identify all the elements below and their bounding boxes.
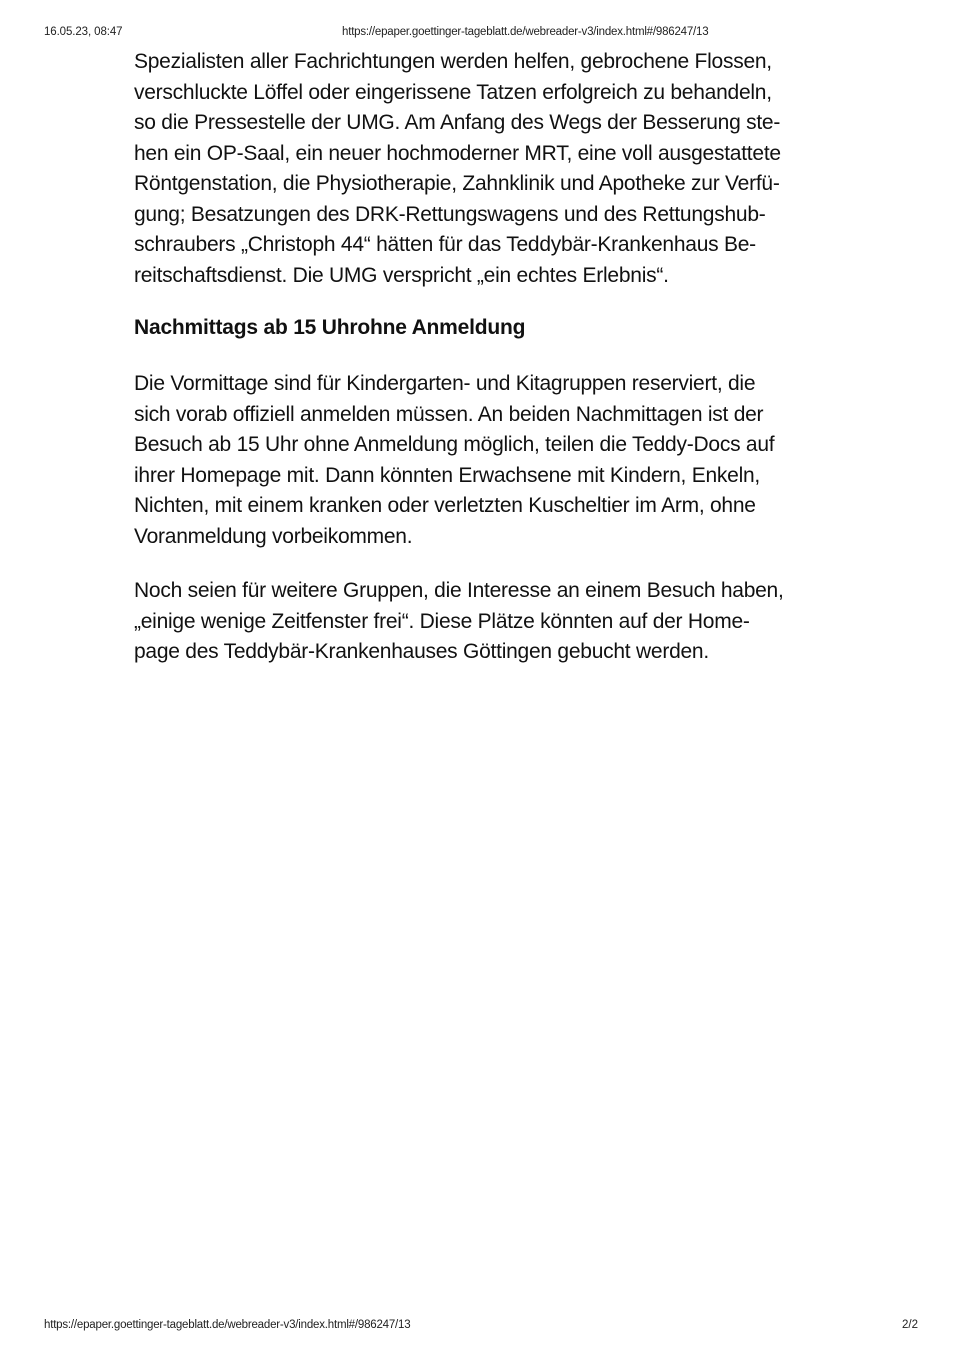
paragraph-line: so die Pressestelle der UMG. Am Anfang des Wegs der Besserung ste- — [134, 111, 781, 134]
print-header-url: https://epaper.goettinger-tageblatt.de/webreader-v3/index.html#/986247/13 — [342, 26, 709, 38]
paragraph-line: page des Teddybär-Krankenhauses Göttingen gebucht werden. — [134, 640, 709, 663]
paragraph-line: Die Vormittage sind für Kindergarten- und Kitagruppen reserviert, die — [134, 372, 756, 395]
paragraph-line: Voranmeldung vorbeikommen. — [134, 524, 413, 548]
paragraph-line: „einige wenige Zeitfenster frei“. Diese Plätze könnten auf der Home- — [134, 609, 750, 633]
print-header-datetime: 16.05.23, 08:47 — [44, 26, 123, 38]
paragraph-line: Nichten, mit einem kranken oder verletzten Kuscheltier im Arm, ohne — [134, 494, 756, 517]
article-paragraph-3 — [134, 576, 834, 668]
paragraph-line: Besuch ab 15 Uhr ohne Anmeldung möglich, teilen die Teddy-Docs auf — [134, 433, 775, 456]
print-footer-page-number: 2/2 — [902, 1319, 918, 1331]
paragraph-line: Spezialisten aller Fachrichtungen werden helfen, gebrochene Flossen, — [134, 50, 772, 73]
paragraph-line: ihrer Homepage mit. Dann könnten Erwachsene mit Kindern, Enkeln, — [134, 463, 760, 487]
article-paragraph-1 — [134, 47, 834, 291]
paragraph-line: Röntgenstation, die Physiotherapie, Zahnklinik und Apotheke zur Verfü- — [134, 172, 780, 195]
paragraph-line: hen ein OP-Saal, ein neuer hochmoderner MRT, eine voll ausgestattete — [134, 141, 781, 165]
print-footer-url: https://epaper.goettinger-tageblatt.de/webreader-v3/index.html#/986247/13 — [44, 1319, 411, 1331]
article-subheading: Nachmittags ab 15 Uhrohne Anmeldung — [134, 316, 526, 339]
paragraph-line: schraubers „Christoph 44“ hätten für das Teddybär-Krankenhaus Be- — [134, 233, 756, 256]
article-body — [134, 47, 834, 668]
paragraph-line: verschluckte Löffel oder eingerissene Tatzen erfolgreich zu behandeln, — [134, 80, 772, 104]
paragraph-line: Noch seien für weitere Gruppen, die Interesse an einem Besuch haben, — [134, 579, 784, 602]
paragraph-line: reitschaftsdienst. Die UMG verspricht „ein echtes Erlebnis“. — [134, 263, 669, 287]
paragraph-line: sich vorab offiziell anmelden müssen. An beiden Nachmittagen ist der — [134, 402, 764, 426]
paragraph-spacer — [134, 552, 834, 576]
paragraph-line: gung; Besatzungen des DRK-Rettungswagens und des Rettungshub- — [134, 202, 766, 226]
article-paragraph-2 — [134, 369, 834, 552]
